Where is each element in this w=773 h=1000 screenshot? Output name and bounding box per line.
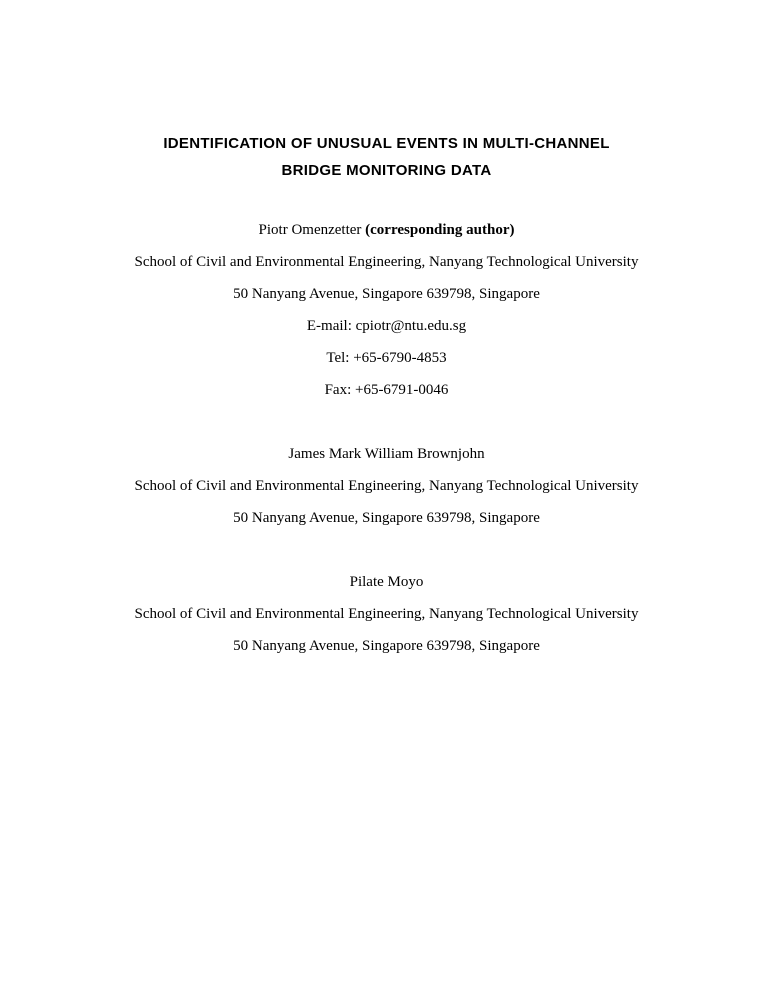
author-fax: Fax: +65-6791-0046 <box>324 382 449 398</box>
author-block-third <box>0 566 773 662</box>
author-affiliation: School of Civil and Environmental Engineering, Nanyang Technological University <box>134 254 639 270</box>
author-name-line <box>0 214 773 246</box>
author-name: Piotr Omenzetter <box>258 222 362 238</box>
author-email: E-mail: cpiotr@ntu.edu.sg <box>306 318 467 334</box>
author-address: 50 Nanyang Avenue, Singapore 639798, Singapore <box>233 286 540 302</box>
paper-title-line-2: BRIDGE MONITORING DATA <box>281 162 492 179</box>
author-block-second <box>0 438 773 534</box>
author-affiliation: School of Civil and Environmental Engineering, Nanyang Technological University <box>134 478 639 494</box>
author-address: 50 Nanyang Avenue, Singapore 639798, Singapore <box>233 638 540 654</box>
author-name: Pilate Moyo <box>349 574 424 590</box>
author-address: 50 Nanyang Avenue, Singapore 639798, Singapore <box>233 510 540 526</box>
corresponding-author-note: (corresponding author) <box>365 222 515 238</box>
author-block-corresponding <box>0 214 773 406</box>
author-name: James Mark William Brownjohn <box>288 446 485 462</box>
paper-title-line-1: IDENTIFICATION OF UNUSUAL EVENTS IN MULTI-CHANNEL <box>163 135 610 152</box>
paper-title <box>0 0 773 184</box>
author-tel: Tel: +65-6790-4853 <box>326 350 447 366</box>
author-affiliation: School of Civil and Environmental Engineering, Nanyang Technological University <box>134 606 639 622</box>
